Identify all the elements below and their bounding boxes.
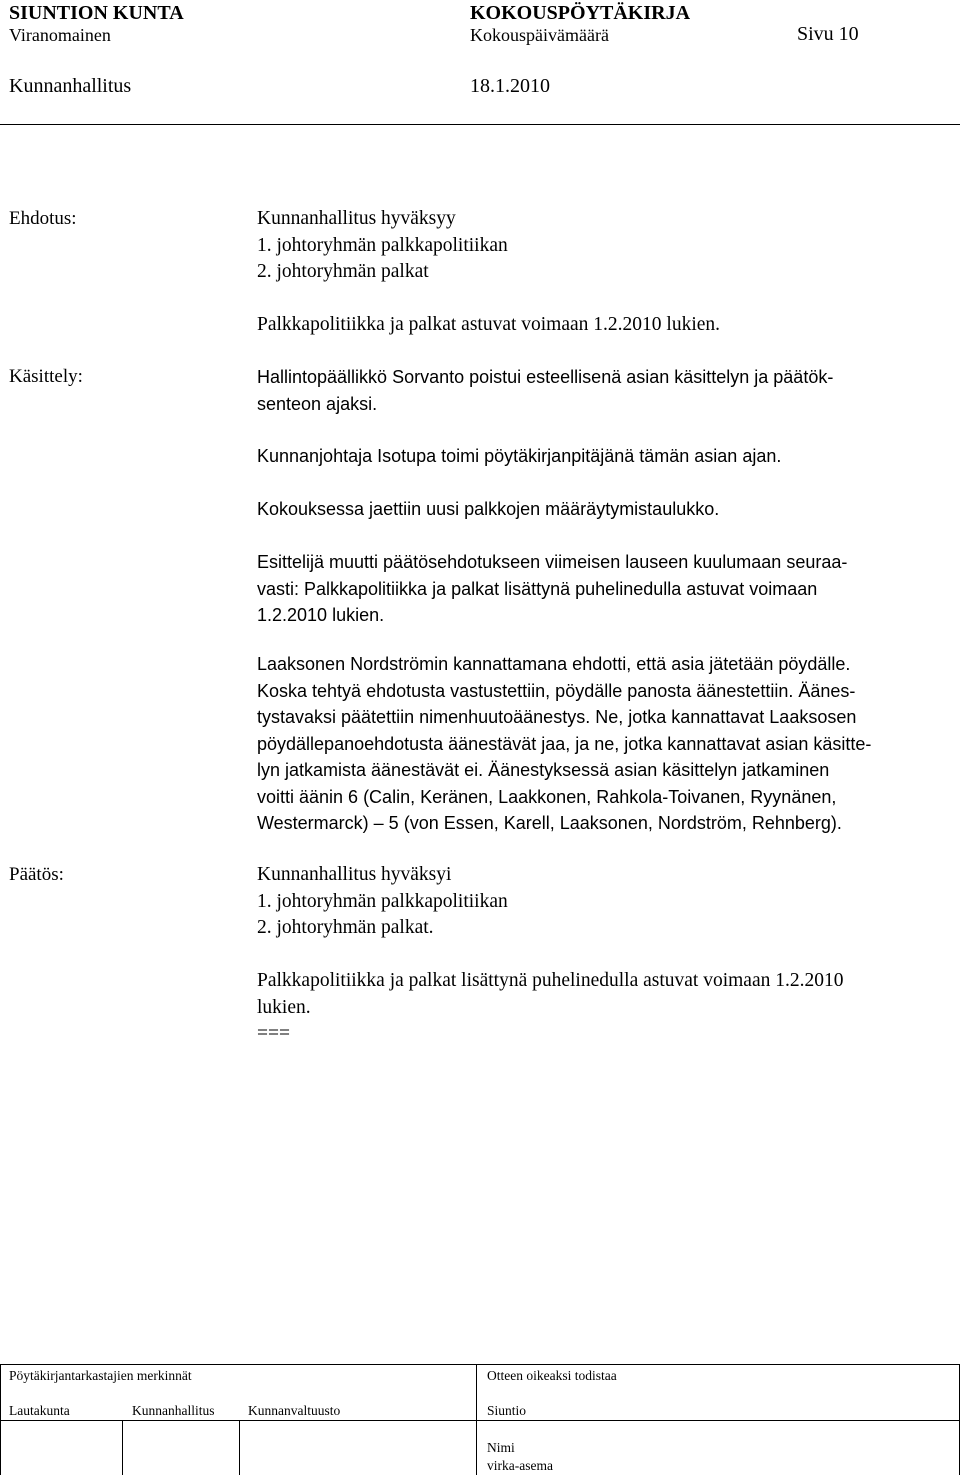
footer-divider-3 xyxy=(476,1364,477,1475)
proposal-line xyxy=(257,286,720,313)
header-divider xyxy=(0,124,960,125)
footer-title: virka-asema xyxy=(487,1458,553,1473)
document-type: KOKOUSPÖYTÄKIRJA xyxy=(470,2,691,24)
proposal-line: 1. johtoryhmän palkkapolitiikan xyxy=(257,234,508,256)
footer-middle-rule xyxy=(0,1420,960,1421)
meeting-date: 18.1.2010 xyxy=(470,75,550,97)
decision-line xyxy=(257,942,844,969)
footer-col-kunnanvaltuusto: Kunnanvaltuusto xyxy=(248,1403,341,1418)
decision-line: Palkkapolitiikka ja palkat lisättynä puhelinedulla astuvat voimaan 1.2.2010 xyxy=(257,970,844,991)
decision-line: 1. johtoryhmän palkkapolitiikan xyxy=(257,890,508,912)
page-number: Sivu 10 xyxy=(797,23,859,45)
handling-paragraph-5: Laaksonen Nordströmin kannattamana ehdotti, että asia jätetään pöydälle. Koska tehtyä ehdotusta vastustettiin, pöydälle panosta äänestettiin. Äänes- tystavaksi päätettiin nimenhuutoäänestys. Ne, jotka kannattavat Laaksosen pöydällepanoehdotusta äänestävät jaa, ja ne, jotka kannattavat asian käsitte- lyn jatkamista äänestävät ei. Äänestyksessä asian käsittelyn jatkaminen voitti äänin 6 (Calin, Keränen, Laakkonen, Rahkola-Toivanen, Ryynänen, Westermarck) – 5 (von Essen, Karell, Laaksonen, Nordström, Rehnberg). xyxy=(257,654,872,833)
handling-paragraph-2: Kunnanjohtaja Isotupa toimi pöytäkirjanpitäjänä tämän asian ajan. xyxy=(257,446,782,466)
handling-paragraph-3: Kokouksessa jaettiin uusi palkkojen määräytymistaulukko. xyxy=(257,499,720,519)
municipality-name: SIUNTION KUNTA xyxy=(9,2,184,24)
footer-top-rule xyxy=(0,1364,960,1365)
proposal-line: 2. johtoryhmän palkat xyxy=(257,261,429,282)
decision-text xyxy=(257,862,844,1048)
date-label: Kokouspäivämäärä xyxy=(470,25,609,45)
handling-paragraph-4: Esittelijä muutti päätösehdotukseen viimeisen lauseen kuulumaan seuraa- vasti: Palkkapolitiikka ja palkat lisättynä puhelinedulla astuvat voimaan 1.2.2010 lukien. xyxy=(257,552,848,625)
footer-col-lautakunta: Lautakunta xyxy=(9,1403,70,1418)
handling-label: Käsittely: xyxy=(9,366,83,387)
decision-line: lukien. xyxy=(257,996,311,1018)
handling-paragraph-1: Hallintopäällikkö Sorvanto poistui esteellisenä asian käsittelyn ja päätök- senteon ajaksi. xyxy=(257,367,834,414)
footer-divider-2 xyxy=(239,1420,240,1475)
footer-name: Nimi xyxy=(487,1440,515,1455)
proposal-label: Ehdotus: xyxy=(9,208,77,229)
decision-line: 2. johtoryhmän palkat. xyxy=(257,917,434,938)
authority-label: Viranomainen xyxy=(9,25,111,45)
decision-line: Kunnanhallitus hyväksyi xyxy=(257,864,452,885)
footer-place: Siuntio xyxy=(487,1403,527,1418)
footer-left-border xyxy=(0,1364,1,1475)
proposal-line: Kunnanhallitus hyväksyy xyxy=(257,208,456,229)
decision-label: Päätös: xyxy=(9,864,64,885)
proposal-text xyxy=(257,206,720,339)
authority-name: Kunnanhallitus xyxy=(9,75,132,97)
checkers-label: Pöytäkirjantarkastajien merkinnät xyxy=(9,1368,192,1383)
footer-col-kunnanhallitus: Kunnanhallitus xyxy=(132,1403,215,1418)
certified-label: Otteen oikeaksi todistaa xyxy=(487,1368,617,1383)
decision-line: === xyxy=(257,1023,290,1044)
footer-divider-1 xyxy=(122,1420,123,1475)
proposal-line: Palkkapolitiikka ja palkat astuvat voimaan 1.2.2010 lukien. xyxy=(257,314,721,335)
